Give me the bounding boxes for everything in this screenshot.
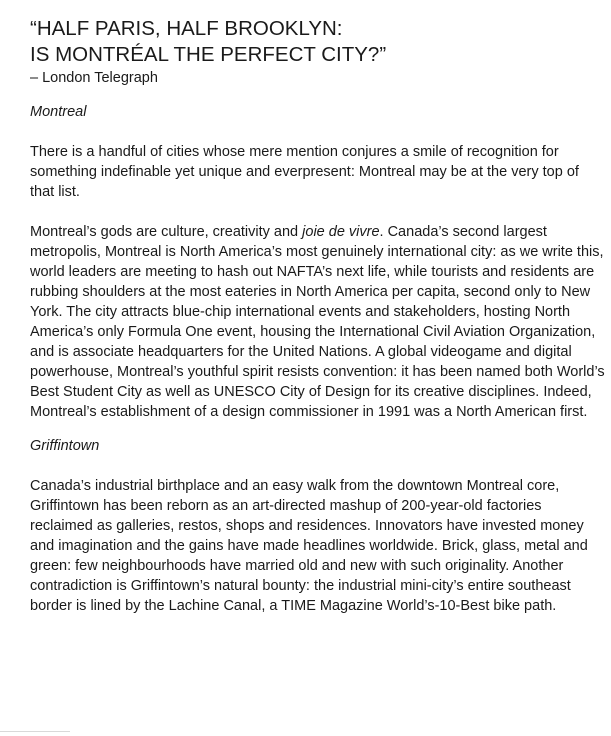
headline-line-1: “HALF PARIS, HALF BROOKLYN: xyxy=(30,17,343,40)
headline-line-2: IS MONTRÉAL THE PERFECT CITY?” xyxy=(30,43,387,66)
section-title-griffintown: Griffintown xyxy=(30,438,100,454)
montreal-body-part-1: Montreal’s gods are culture, creativity and xyxy=(30,224,303,240)
montreal-body-italic-phrase: joie de vivre xyxy=(302,224,380,240)
montreal-body-part-2: . Canada’s second largest metropolis, Montreal is North America’s most genuinely international city: as we write this, world leaders are meeting to hash out NAFTA’s next life, while tourists and residents are rubbing shoulders at the most eateries in North America per capita, second only to New York. The city attracts blue-chip international events and stakeholders, hosting North America’s only Formula One event, housing the International Civil Aviation Organization, and is associate headquarters for the United Nations. A global videogame and digital powerhouse, Montreal’s youthful spirit resists convention: it has been named both World’s Best Student City as well as UNESCO City of Design for its creative disciplines. Indeed, Montreal’s establishment of a design commissioner in 1991 was a North American first. xyxy=(30,224,605,420)
headline xyxy=(30,16,605,68)
griffintown-body-paragraph: Canada’s industrial birthplace and an easy walk from the downtown Montreal core, Griffintown has been reborn as an art-directed mashup of 200-year-old factories reclaimed as galleries, restos, shops and residences. Innovators have invested money and imagination and the gains have made headlines worldwide. Brick, glass, metal and green: few neighbourhoods have married old and new with such originality. Another contradiction is Griffintown’s natural bounty: the industrial mini-city’s entire southeast border is lined by the Lachine Canal, a TIME Magazine World’s-10-Best bike path. xyxy=(30,478,588,614)
quote-attribution: – London Telegraph xyxy=(30,70,158,86)
montreal-body-paragraph xyxy=(30,222,605,422)
section-title-montreal: Montreal xyxy=(30,104,87,120)
montreal-intro-paragraph: There is a handful of cities whose mere mention conjures a smile of recognition for something indefinable yet unique and everpresent: Montreal may be at the very top of that list. xyxy=(30,144,579,200)
article xyxy=(30,16,605,616)
bottom-divider xyxy=(0,731,70,732)
